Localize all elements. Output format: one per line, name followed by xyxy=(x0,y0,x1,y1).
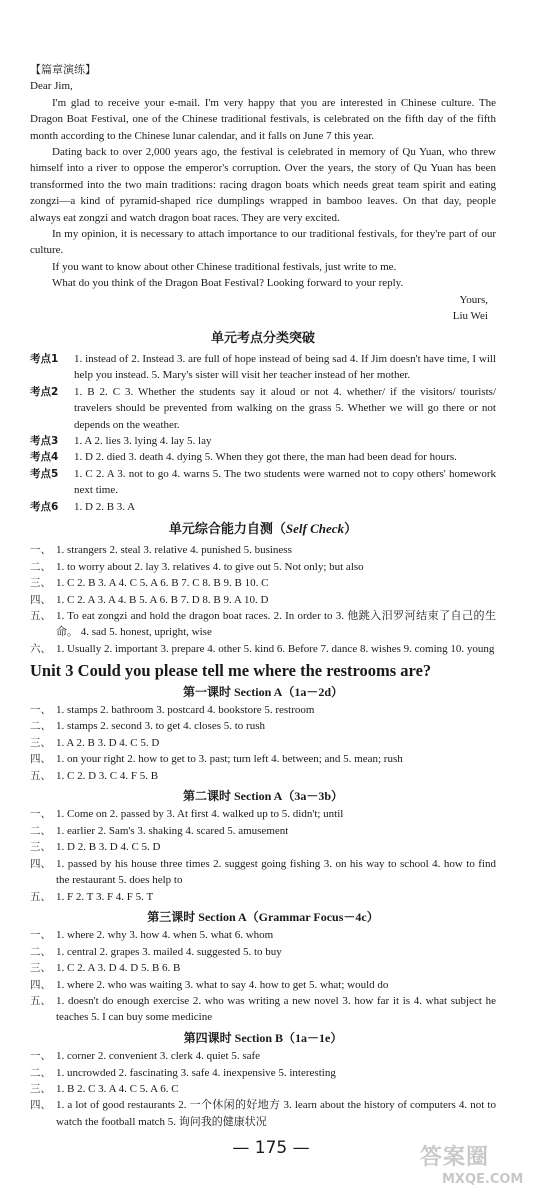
kaodian-answers: 1. B 2. C 3. Whether the students say it aloud or not 4. whether/ if the visitors/ tourists/ travelers should be prevented from walking on the grass 5. Whether we will go there or not depends on the weather. xyxy=(74,385,496,431)
lesson-title: 第二课时 Section A（3a－3b） xyxy=(182,789,343,804)
answer-num: 二、 xyxy=(30,560,51,573)
answer-num: 二、 xyxy=(30,824,51,837)
answer-row xyxy=(30,575,496,591)
unit-title: Unit 3 Could you please tell me where the restrooms are? xyxy=(30,661,432,681)
answer-text: 1. doesn't do enough exercise 2. who was writing a new novel 3. how far it is 4. what subject he teaches 5. I can buy some medicine xyxy=(56,994,496,1024)
answer-row xyxy=(30,592,496,608)
answer-text: 1. where 2. who was waiting 3. what to say 4. how to get 5. what; would do xyxy=(56,978,389,991)
kaodian-row xyxy=(30,499,496,515)
letter-paragraph: In my opinion, it is necessary to attach importance to our traditional festivals, for they're part of our culture. xyxy=(30,228,496,257)
letter-closing: Yours, xyxy=(459,293,488,306)
answer-row xyxy=(30,889,496,905)
answer-num: 四、 xyxy=(30,753,51,766)
exercise-tag: 【篇章演练】 xyxy=(30,64,96,76)
answer-row xyxy=(30,641,496,657)
letter-paragraph: What do you think of the Dragon Boat Festival? Looking forward to your reply. xyxy=(52,277,404,290)
answer-num: 三、 xyxy=(30,1082,51,1095)
self-check-title xyxy=(30,521,496,538)
kaodian-answers: 1. D 2. B 3. A xyxy=(74,500,136,513)
kaodian-label: 考点6 xyxy=(30,500,59,513)
answer-num: 四、 xyxy=(30,1099,51,1112)
answer-num: 一、 xyxy=(30,544,51,557)
answer-num: 二、 xyxy=(30,720,51,733)
kaodian-label: 考点3 xyxy=(30,434,59,447)
answer-row xyxy=(30,1081,496,1097)
answer-row xyxy=(30,768,496,784)
watermark-url: MXQE.COM xyxy=(442,1172,524,1187)
answer-num: 四、 xyxy=(30,593,51,606)
kaodian-row xyxy=(30,433,496,449)
answer-num: 四、 xyxy=(30,978,51,991)
lesson-title: 第一课时 Section A（1a－2d） xyxy=(182,684,343,699)
answer-row xyxy=(30,1065,496,1081)
answer-text: 1. stamps 2. second 3. to get 4. closes 5. to rush xyxy=(56,720,265,733)
answer-text: 1. Usually 2. important 3. prepare 4. other 5. kind 6. Before 7. dance 8. wishes 9. coming 10. young xyxy=(56,642,495,655)
answer-row xyxy=(30,751,496,767)
letter-paragraph: If you want to know about other Chinese traditional festivals, just write to me. xyxy=(52,260,397,273)
answer-text: 1. C 2. B 3. A 4. C 5. A 6. B 7. C 8. B 9. B 10. C xyxy=(56,577,269,590)
answer-text: 1. earlier 2. Sam's 3. shaking 4. scared 5. amusement xyxy=(56,824,289,837)
kaodian-row xyxy=(30,384,496,433)
watermark xyxy=(420,1140,532,1190)
answer-num: 一、 xyxy=(30,1050,51,1063)
answer-text: 1. central 2. grapes 3. mailed 4. suggested 5. to buy xyxy=(56,945,282,958)
answer-text: 1. passed by his house three times 2. suggest going fishing 3. on his way to school 4. how to find the restaurant 5. does help to xyxy=(56,857,496,887)
answer-row xyxy=(30,1048,496,1064)
self-check-title-cn: 单元综合能力自测（ xyxy=(168,521,286,537)
answer-row xyxy=(30,806,496,822)
answer-text: 1. B 2. C 3. A 4. C 5. A 6. C xyxy=(56,1082,179,1095)
kaodian-label: 考点4 xyxy=(30,451,59,464)
self-check-title-end: ） xyxy=(344,521,358,537)
answer-num: 五、 xyxy=(30,610,51,622)
letter-paragraph: I'm glad to receive your e-mail. I'm very happy that you are interested in Chinese culture. The Dragon Boat Festival, one of the Chinese traditional festivals, is celebrated on the fifth day of the fifth month according to the Chinese lunar calendar, and it falls on June 7 this year. xyxy=(30,96,496,142)
answer-row xyxy=(30,927,496,943)
answer-row xyxy=(30,977,496,993)
answer-row xyxy=(30,702,496,718)
answer-row xyxy=(30,960,496,976)
answer-row xyxy=(30,735,496,751)
answer-text: 1. on your right 2. how to get to 3. past; turn left 4. between; and 5. mean; rush xyxy=(56,753,403,766)
answer-page xyxy=(30,62,496,1130)
answer-num: 三、 xyxy=(30,736,51,749)
answer-row xyxy=(30,718,496,734)
answer-row xyxy=(30,856,496,889)
watermark-cn: 答案圈 xyxy=(420,1145,490,1170)
answer-num: 二、 xyxy=(30,945,51,958)
answer-text: 1. a lot of good restaurants 2. 一个休闲的好地方 3. learn about the history of computers 4. not to watch the football match 5. 询问我的健康状况 xyxy=(56,1099,496,1128)
kaodian-row xyxy=(30,466,496,499)
answer-row xyxy=(30,608,496,641)
answer-text: 1. to worry about 2. lay 3. relatives 4. to give out 5. Not only; but also xyxy=(56,560,364,573)
kaodian-label: 考点1 xyxy=(30,352,59,365)
answer-num: 六、 xyxy=(30,642,51,655)
self-check-title-en: Self Check xyxy=(285,520,345,536)
letter-greeting: Dear Jim, xyxy=(30,80,73,93)
lesson-title: 第四课时 Section B（1a－1e） xyxy=(183,1030,343,1045)
answer-num: 三、 xyxy=(30,841,51,854)
answer-text: 1. C 2. D 3. C 4. F 5. B xyxy=(56,769,159,782)
answer-row xyxy=(30,542,496,558)
answer-text: 1. D 2. B 3. D 4. C 5. D xyxy=(56,841,161,854)
kaodian-row xyxy=(30,351,496,384)
answer-num: 五、 xyxy=(30,994,51,1007)
kaodian-answers: 1. D 2. died 3. death 4. dying 5. When they got there, the man had been dead for hours. xyxy=(74,451,457,464)
answer-num: 五、 xyxy=(30,769,51,782)
answer-text: 1. C 2. A 3. D 4. D 5. B 6. B xyxy=(56,962,181,975)
answer-text: 1. To eat zongzi and hold the dragon boat races. 2. In order to 3. 他跳入汨罗河结束了自己的生命。 4. sad 5. honest, upright, wise xyxy=(56,610,496,639)
kaodian-row xyxy=(30,449,496,465)
answer-num: 三、 xyxy=(30,577,51,590)
kaodian-label: 考点5 xyxy=(30,467,59,480)
kaodian-label: 考点2 xyxy=(30,385,59,398)
answer-num: 一、 xyxy=(30,929,51,942)
answer-text: 1. Come on 2. passed by 3. At first 4. walked up to 5. didn't; until xyxy=(56,808,344,821)
kaodian-answers: 1. instead of 2. Instead 3. are full of hope instead of being sad 4. If Jim doesn't have time, I will help you instead. 5. Mary's sister will visit her teacher instead of her mother. xyxy=(74,352,496,382)
answer-text: 1. where 2. why 3. how 4. when 5. what 6. whom xyxy=(56,929,274,942)
answer-text: 1. C 2. A 3. A 4. B 5. A 6. B 7. D 8. B 9. A 10. D xyxy=(56,593,269,606)
letter-signature: Liu Wei xyxy=(452,310,488,323)
answer-text: 1. strangers 2. steal 3. relative 4. punished 5. business xyxy=(56,544,292,557)
answer-row xyxy=(30,993,496,1026)
answer-row xyxy=(30,823,496,839)
answer-row xyxy=(30,559,496,575)
answer-text: 1. A 2. B 3. D 4. C 5. D xyxy=(56,736,160,749)
answer-num: 二、 xyxy=(30,1066,51,1079)
page-number: — 175 — xyxy=(232,1138,310,1158)
lesson-title: 第三课时 Section A（Grammar Focus－4c） xyxy=(147,909,379,924)
answer-num: 一、 xyxy=(30,704,51,717)
answer-text: 1. uncrowded 2. fascinating 3. safe 4. inexpensive 5. interesting xyxy=(56,1066,336,1079)
answer-num: 五、 xyxy=(30,890,51,903)
kaodian-answers: 1. A 2. lies 3. lying 4. lay 5. lay xyxy=(74,434,212,447)
kaodian-answers: 1. C 2. A 3. not to go 4. warns 5. The two students were warned not to copy others' homework next time. xyxy=(74,467,496,497)
answer-row xyxy=(30,839,496,855)
letter-paragraph: Dating back to over 2,000 years ago, the festival is celebrated in memory of Qu Yuan, who threw himself into a river to oppose the emperor's corruption. Over the years, the story of Qu Yuan has been transformed into the two main traditions: racing dragon boats which needs great team spirit and eating zongzi—a kind of pyramid-shaped rice dumplings wrapped in bamboo leaves. On that day, people always eat zongzi and watch dragon boat races. They are very excited. xyxy=(30,146,496,224)
answer-text: 1. F 2. T 3. F 4. F 5. T xyxy=(56,890,154,903)
answer-num: 一、 xyxy=(30,808,51,821)
answer-num: 三、 xyxy=(30,962,51,975)
section-title: 单元考点分类突破 xyxy=(210,330,315,346)
answer-row xyxy=(30,944,496,960)
answer-row xyxy=(30,1097,496,1130)
answer-text: 1. corner 2. convenient 3. clerk 4. quiet 5. safe xyxy=(56,1050,261,1063)
answer-num: 四、 xyxy=(30,857,51,870)
answer-text: 1. stamps 2. bathroom 3. postcard 4. bookstore 5. restroom xyxy=(56,704,315,717)
